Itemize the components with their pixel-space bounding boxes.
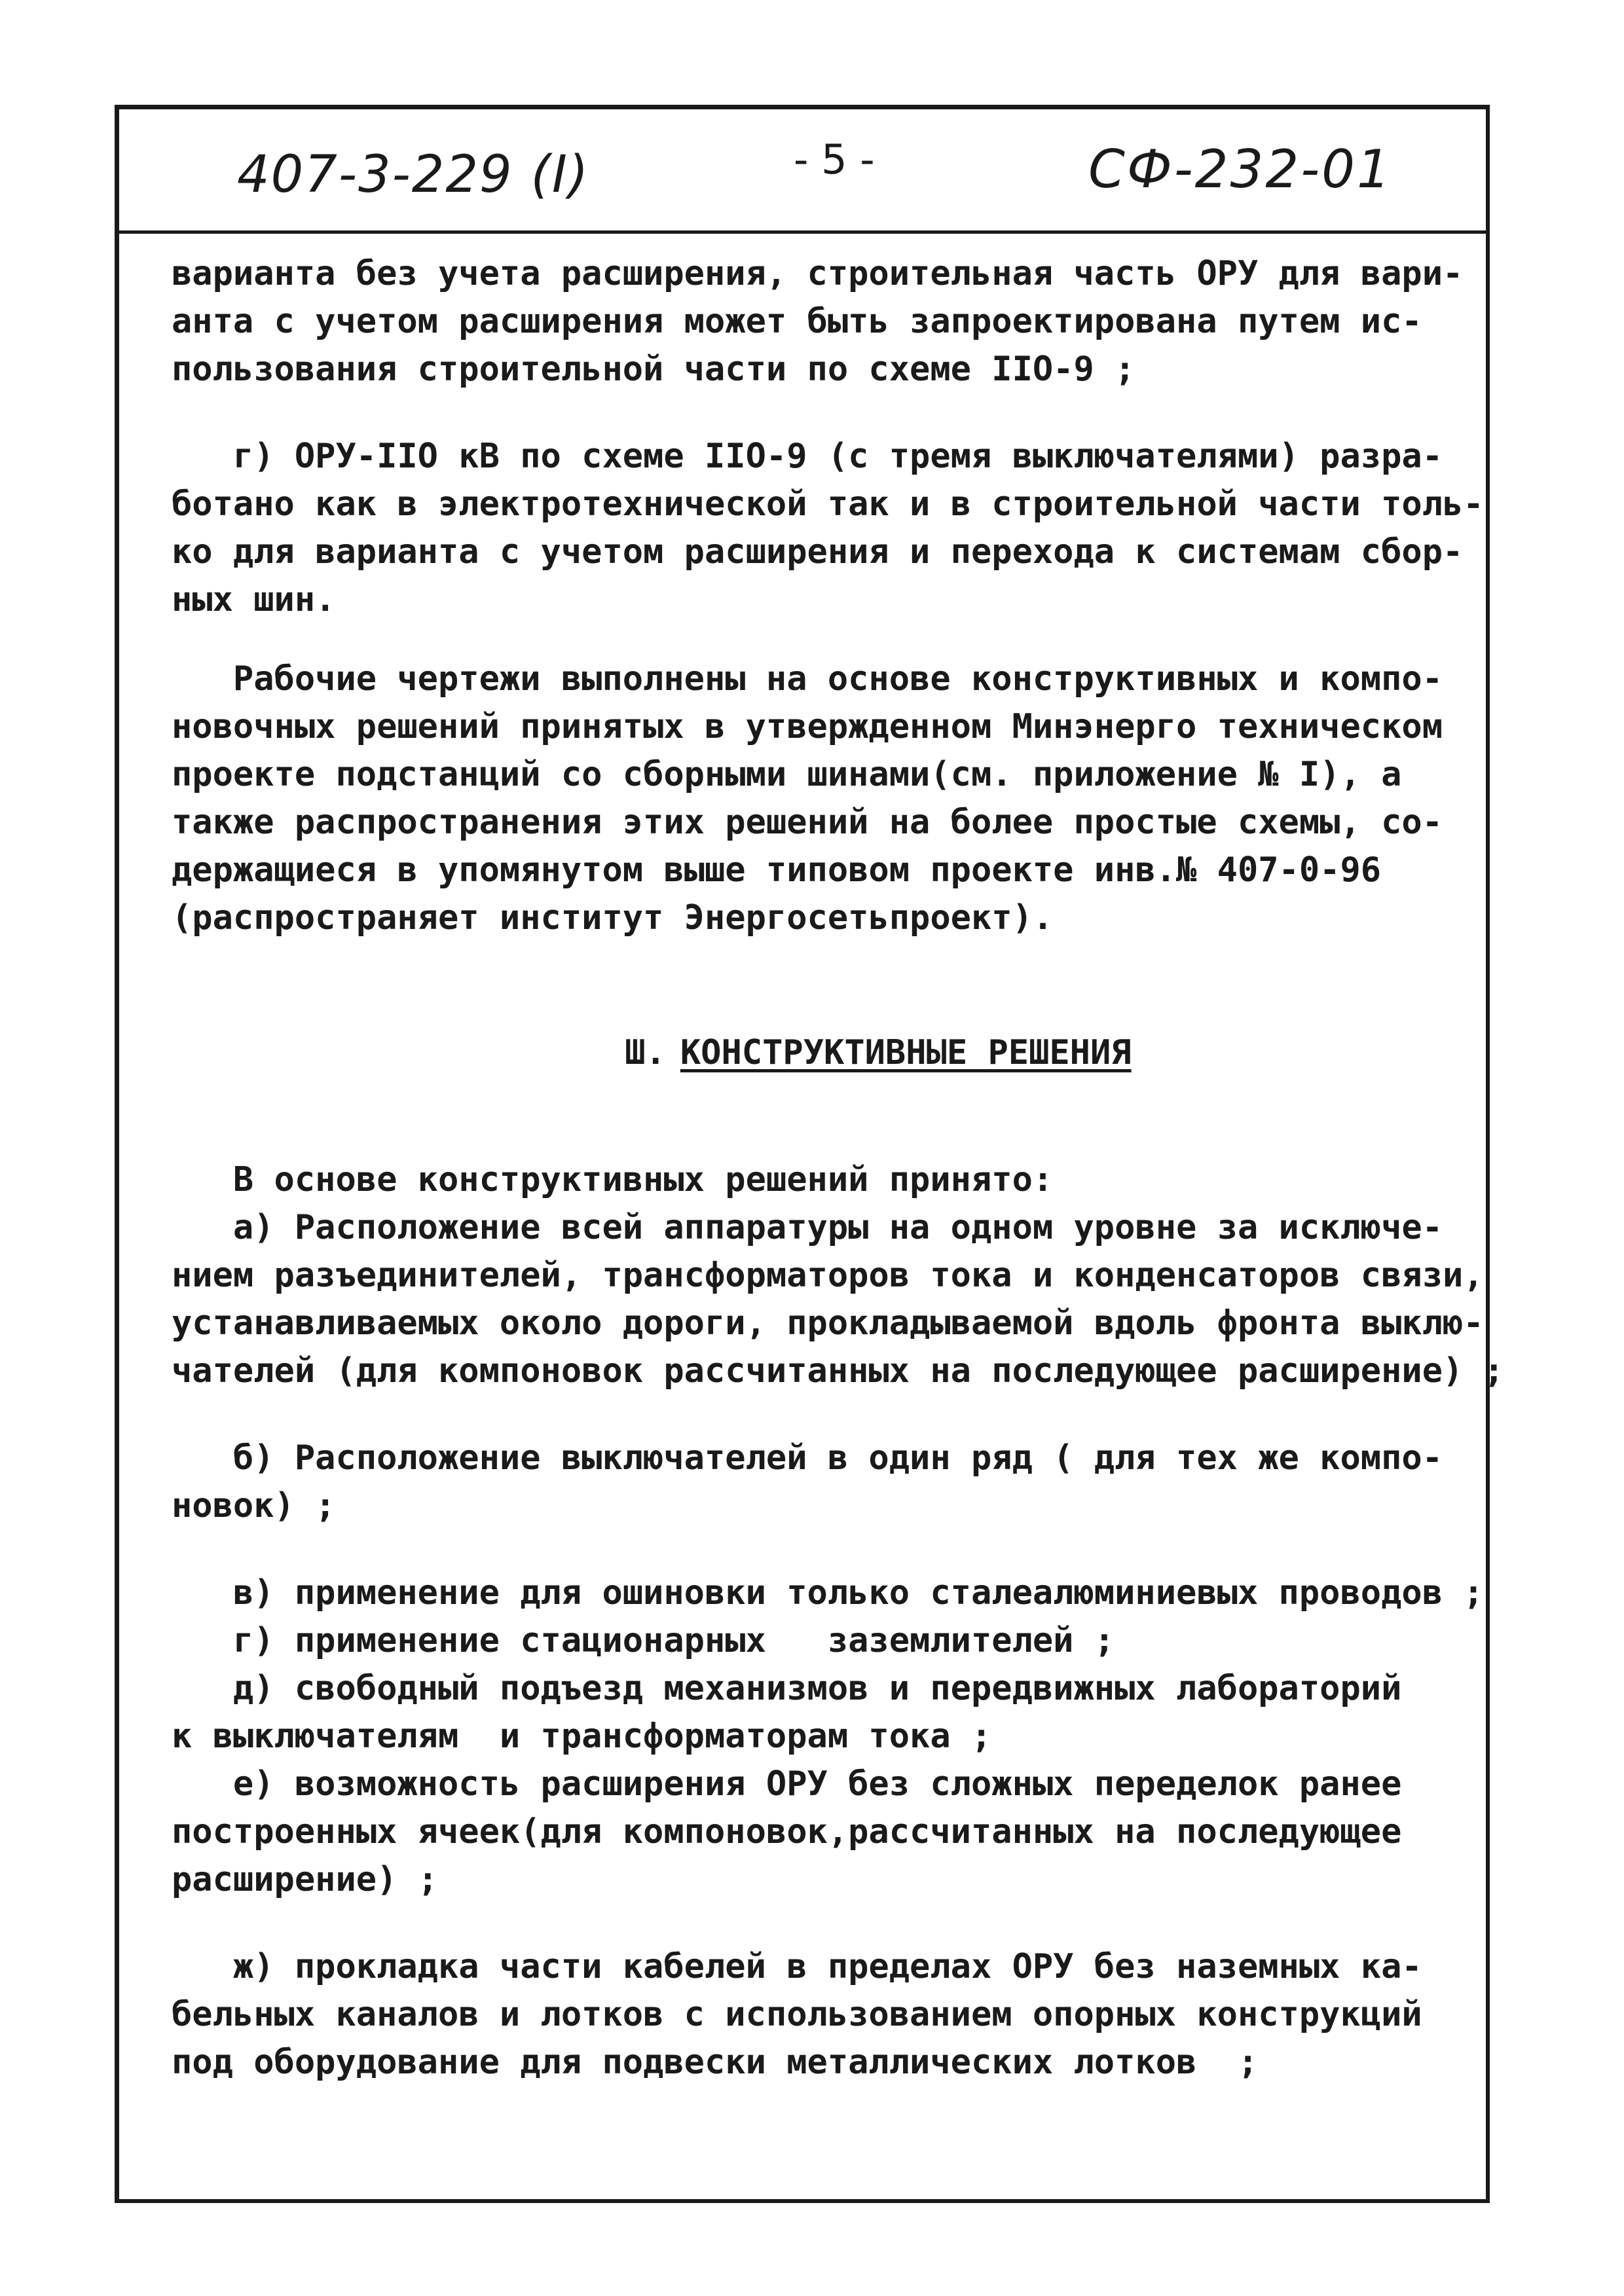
list-item-d <box>172 1665 1462 1760</box>
text-line: пользования строительной части по схеме IIO-9 ; <box>172 350 1135 389</box>
text-line: Рабочие чертежи выполнены на основе конструктивных и компо- <box>172 659 1443 699</box>
section-title: КОНСТРУКТИВНЫЕ РЕШЕНИЯ <box>680 1033 1132 1072</box>
text-line: расширение) ; <box>172 1860 438 1899</box>
text-line: под оборудование для подвески металлических лотков ; <box>172 2043 1259 2082</box>
text-line: также распространения этих решений на более простые схемы, со- <box>172 803 1443 842</box>
text-line: анта с учетом расширения может быть запроектирована путем ис- <box>172 302 1422 341</box>
text-line: к выключателям и трансформаторам тока ; <box>172 1717 992 1756</box>
text-line: д) свободный подъезд механизмов и передвижных лабораторий <box>172 1669 1402 1708</box>
text-line: (распространяет институт Энергосетьпроект). <box>172 898 1054 938</box>
page-body <box>172 250 1504 2086</box>
text-line: г) ОРУ-IIO кВ по схеме IIO-9 (с тремя выключателями) разра- <box>172 437 1443 476</box>
section-number: Ш. <box>625 1033 666 1072</box>
paragraph-3 <box>172 655 1462 942</box>
list-item-zh <box>172 1943 1462 2086</box>
text-line: ж) прокладка части кабелей в пределах ОРУ без наземных ка- <box>172 1947 1422 1986</box>
text-line: а) Расположение всей аппаратуры на одном уровне за исключе- <box>172 1208 1443 1247</box>
text-line: новок) ; <box>172 1486 336 1525</box>
list-item-b <box>172 1434 1462 1530</box>
list-item-v: в) применение для ошиновки только сталеалюминиевых проводов ; <box>172 1573 1484 1613</box>
list-intro: В основе конструктивных решений принято: <box>172 1160 1054 1199</box>
text-line: держащиеся в упомянутом выше типовом проекте инв.№ 407-0-96 <box>172 850 1382 890</box>
paragraph-2 <box>172 433 1484 624</box>
text-line: ботано как в электротехнической так и в строительной части толь- <box>172 484 1484 524</box>
text-line: бельных каналов и лотков с использованием опорных конструкций <box>172 1995 1422 2034</box>
text-line: устанавливаемых около дороги, прокладываемой вдоль фронта выклю- <box>172 1303 1484 1343</box>
paragraph-1 <box>172 250 1462 393</box>
list-item-a <box>172 1204 1504 1395</box>
document-number: 407-3-229 (I) <box>237 145 590 204</box>
text-line: е) возможность расширения ОРУ без сложных переделок ранее <box>172 1764 1402 1804</box>
section-heading <box>172 981 1462 1125</box>
text-line: новочных решений принятых в утвержденном Минэнерго техническом <box>172 707 1443 746</box>
text-line: проекте подстанций со сборными шинами(см. приложение № I), а <box>172 755 1402 794</box>
text-line: чателей (для компоновок рассчитанных на последующее расширение) ; <box>172 1351 1504 1391</box>
text-line: б) Расположение выключателей в один ряд ( для тех же компо- <box>172 1438 1443 1478</box>
list-item-g: г) применение стационарных заземлителей ; <box>172 1621 1115 1660</box>
text-line: построенных ячеек(для компоновок,рассчитанных на последующее <box>172 1812 1402 1851</box>
document-code: СФ-232-01 <box>1088 139 1392 200</box>
page-frame <box>115 105 1504 2203</box>
text-line: ных шин. <box>172 580 336 619</box>
list-item-e <box>172 1760 1462 1904</box>
text-line: ко для варианта с учетом расширения и перехода к системам сбор- <box>172 532 1464 572</box>
text-line: нием разъединителей, трансформаторов тока и конденсаторов связи, <box>172 1256 1484 1295</box>
text-line: варианта без учета расширения, строительная часть ОРУ для вари- <box>172 254 1464 293</box>
page-number: - 5 - <box>794 136 875 183</box>
page-header <box>119 109 1486 234</box>
